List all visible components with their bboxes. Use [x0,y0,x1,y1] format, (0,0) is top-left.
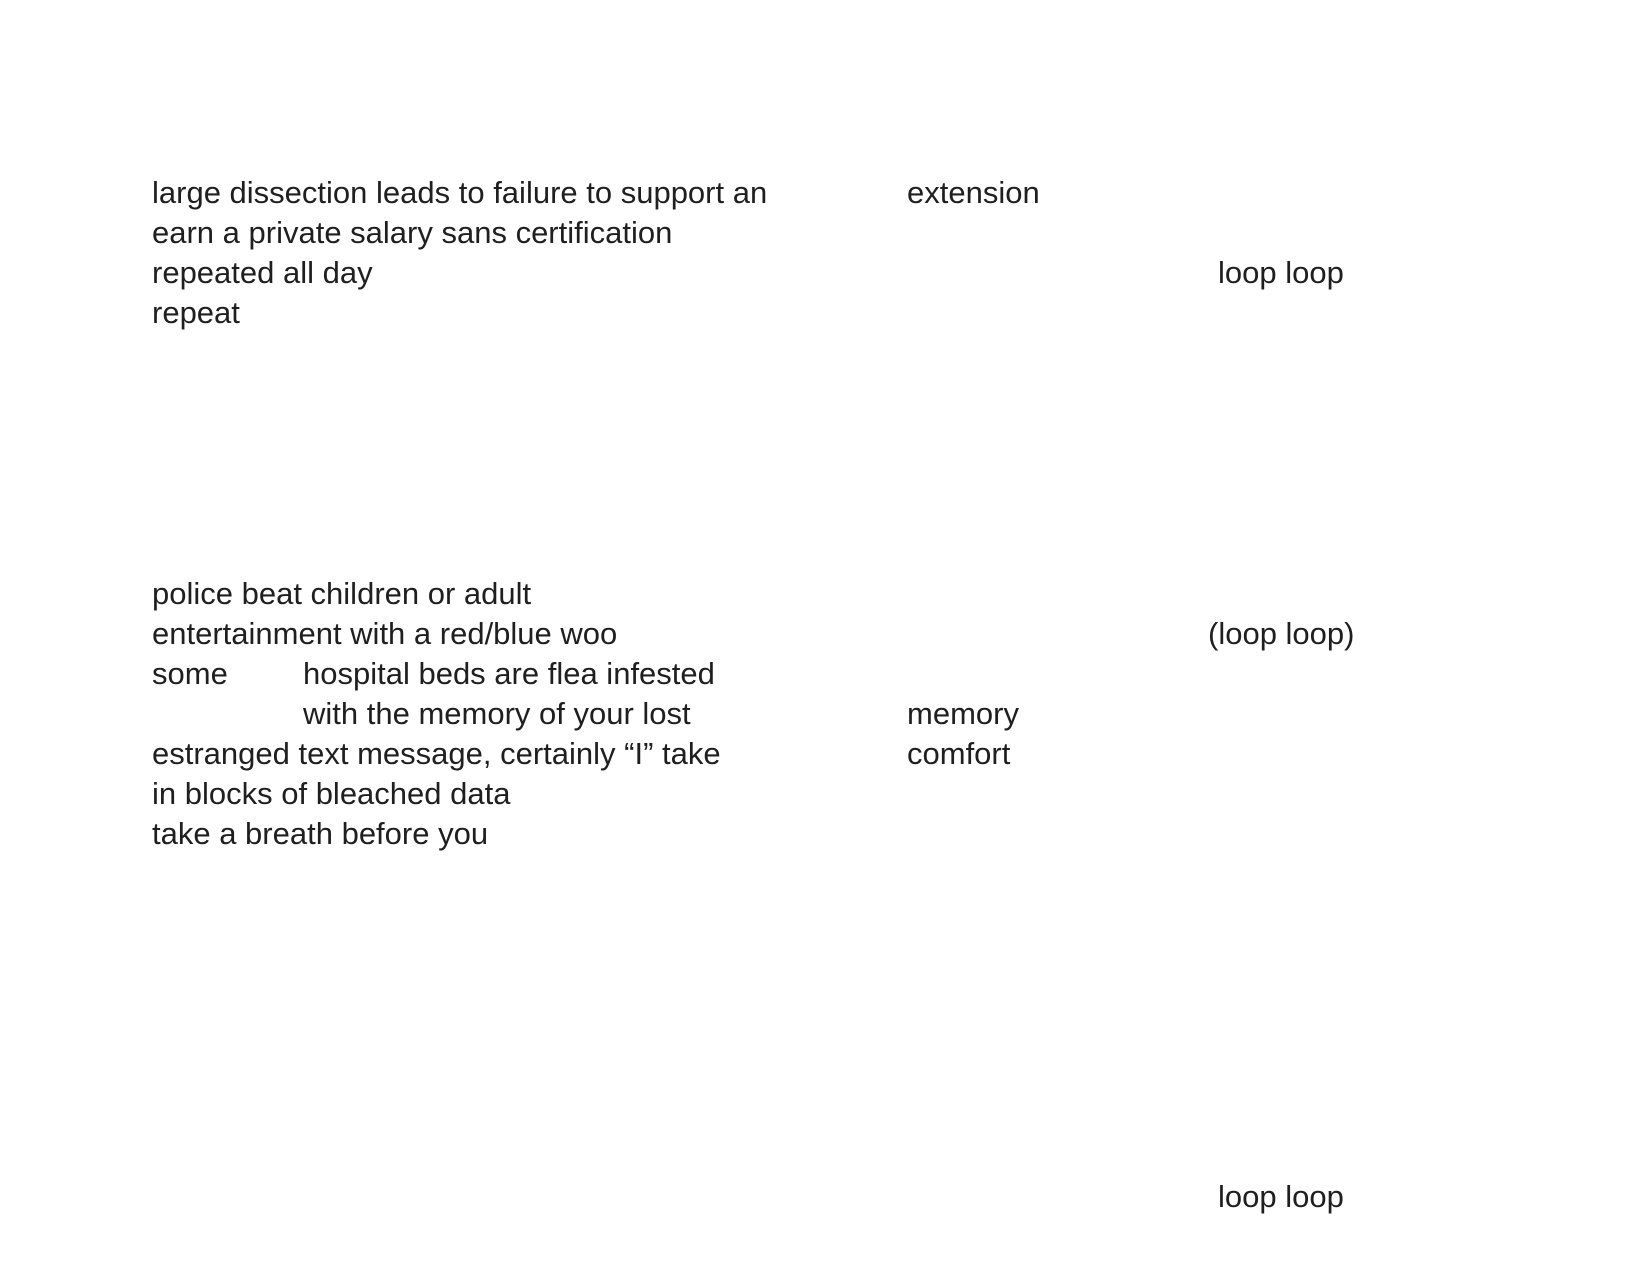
stanza2-line4: with the memory of your lost [303,696,691,731]
stanza2-line7: take a breath before you [152,816,489,851]
stanza1-line3-right: loop loop [1218,255,1344,290]
stanza1-line1-right: extension [907,175,1040,210]
stanza2-line2: entertainment with a red/blue woo [152,616,618,651]
stanza2-line5-right: comfort [907,736,1011,771]
stanza2-line3-b: hospital beds are flea infested [303,656,715,691]
stanza1-line2: earn a private salary sans certification [152,215,673,250]
stanza1-line1: large dissection leads to failure to support an [152,175,768,210]
stanza3-line1: loop loop [1218,1179,1344,1214]
stanza2-line5: estranged text message, certainly “I” take [152,736,721,771]
stanza2-line3-a: some [152,656,228,691]
stanza1-line3: repeated all day [152,255,373,290]
stanza2-line4-right: memory [907,696,1019,731]
stanza2-line2-right: (loop loop) [1208,616,1355,651]
stanza1-line4: repeat [152,295,240,330]
stanza2-line6: in blocks of bleached data [152,776,511,811]
stanza2-line1: police beat children or adult [152,576,532,611]
